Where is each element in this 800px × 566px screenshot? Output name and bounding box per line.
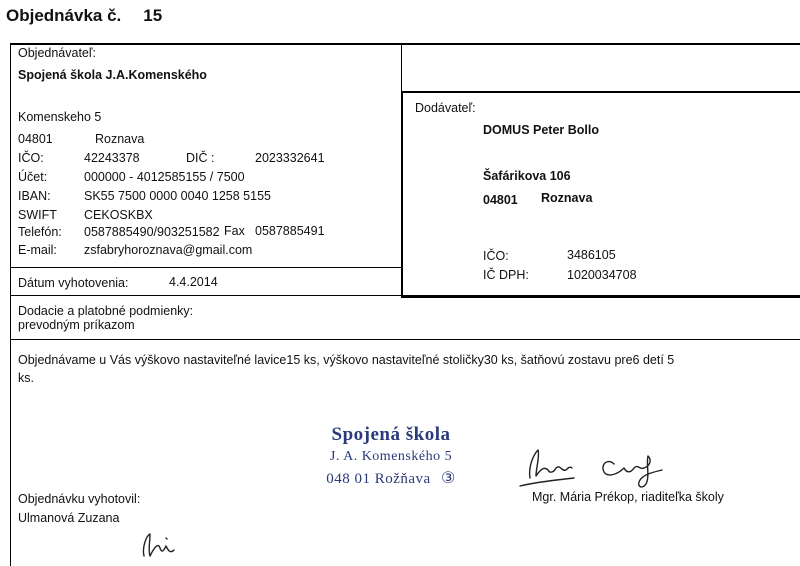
director-signature-caption: Mgr. Mária Prékop, riaditeľka školy	[532, 490, 724, 504]
order-text-line2: ks.	[18, 371, 34, 385]
document-title	[6, 6, 162, 26]
customer-account: 000000 - 4012585155 / 7500	[84, 170, 245, 184]
stamp-line1: Spojená škola	[331, 424, 451, 445]
customer-ico-label: IČO:	[18, 151, 44, 165]
customer-zip: 04801	[18, 132, 53, 146]
stamp-city: 048 01 Rožňava	[326, 471, 431, 487]
issuer-label: Objednávku vyhotovil:	[18, 492, 141, 506]
divider-terms	[10, 339, 800, 340]
customer-city: Roznava	[95, 132, 145, 146]
document-title-label: Objednávka č.	[6, 6, 122, 25]
stamp-line2: J. A. Komenského 5	[329, 449, 453, 464]
supplier-street: Šafárikova 106	[483, 169, 571, 183]
terms-label: Dodacie a platobné podmienky:	[18, 304, 194, 318]
issue-date-label: Dátum vyhotovenia:	[18, 276, 129, 290]
order-text-line1: Objednávame u Vás výškovo nastaviteľné lavice15 ks, výškovo nastaviteľné stoličky30 ks, šatňovú zostavu pre6 detí 5	[18, 353, 675, 367]
stamp-mark: ③	[440, 470, 456, 487]
customer-iban-label: IBAN:	[18, 189, 51, 203]
stamp-line3	[300, 468, 482, 488]
supplier-zip: 04801	[483, 193, 518, 207]
supplier-icdph: 1020034708	[567, 268, 637, 282]
customer-account-label: Účet:	[18, 170, 48, 184]
customer-name: Spojená škola J.A.Komenského	[18, 68, 207, 82]
customer-ico: 42243378	[84, 151, 140, 165]
customer-email-label: E-mail:	[18, 243, 57, 257]
supplier-ico: 3486105	[567, 248, 616, 262]
customer-swift-label: SWIFT	[18, 208, 57, 222]
customer-swift: CEKOSKBX	[84, 208, 153, 222]
frame-left	[10, 43, 11, 566]
order-number: 15	[143, 6, 163, 25]
divider-customer-date	[10, 267, 402, 268]
director-signature-icon	[516, 442, 676, 494]
customer-dic-label: DIČ :	[186, 151, 215, 165]
terms-value: prevodným príkazom	[18, 318, 135, 332]
customer-iban: SK55 7500 0000 0040 1258 5155	[84, 189, 271, 203]
customer-phone: 0587885490/903251582	[84, 225, 220, 239]
supplier-icdph-label: IČ DPH:	[483, 268, 529, 282]
frame-top	[10, 43, 800, 45]
customer-phone-label: Telefón:	[18, 225, 62, 239]
supplier-ico-label: IČO:	[483, 249, 509, 263]
issue-date: 4.4.2014	[169, 275, 218, 289]
supplier-label: Dodávateľ:	[415, 101, 476, 115]
supplier-name: DOMUS Peter Bollo	[483, 123, 599, 137]
school-stamp	[300, 424, 482, 488]
supplier-city: Roznava	[541, 191, 593, 205]
customer-email: zsfabryhoroznava@gmail.com	[84, 243, 253, 257]
customer-fax: 0587885491	[255, 224, 325, 238]
issuer-name: Ulmanová Zuzana	[18, 511, 120, 525]
customer-fax-label: Fax	[224, 224, 245, 238]
customer-street: Komenskeho 5	[18, 110, 102, 124]
customer-label: Objednávateľ:	[18, 46, 97, 60]
issuer-signature-icon	[136, 528, 186, 564]
supplier-box	[401, 91, 800, 298]
customer-dic: 2023332641	[255, 151, 325, 165]
